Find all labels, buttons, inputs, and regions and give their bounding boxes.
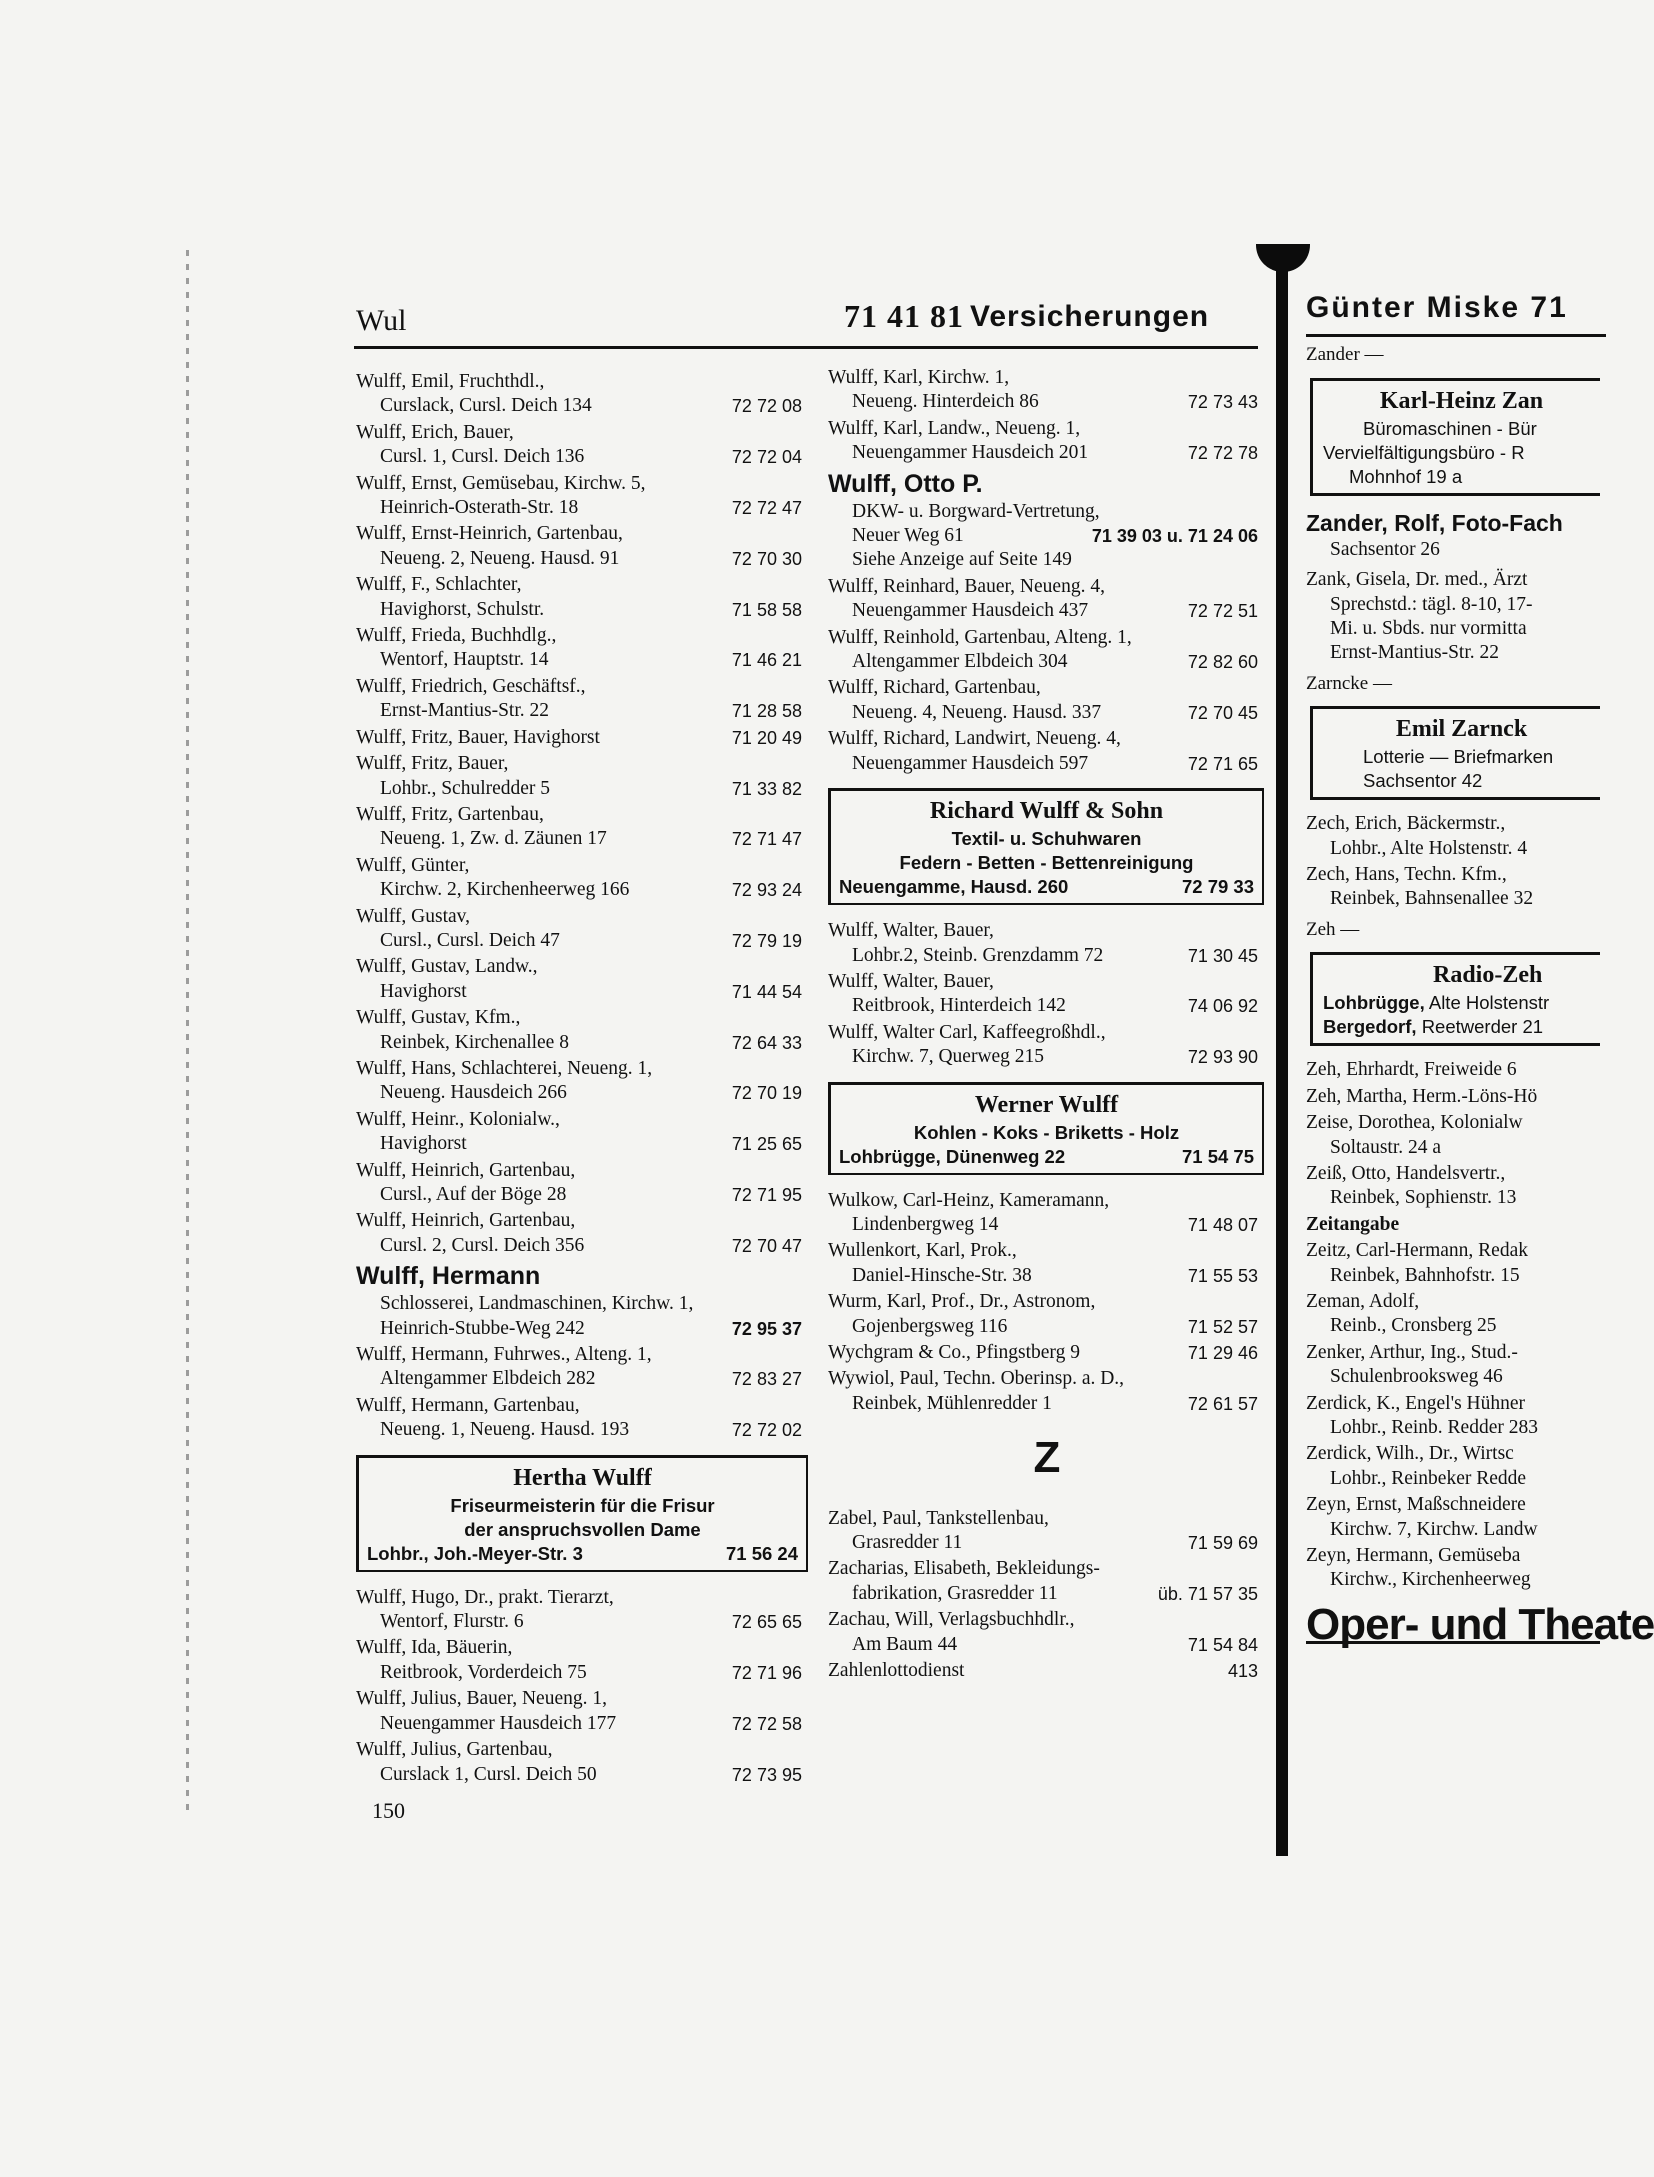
listing-name: Wulff, Ida, Bäuerin,: [356, 1637, 513, 1659]
listing-line: Heinrich-Stubbe-Weg 242: [380, 1317, 585, 1339]
listing-entry: [356, 854, 810, 903]
listing-name: Wulff, Erich, Bauer,: [356, 421, 514, 443]
listing-phone: üb. 71 57 35: [1157, 1583, 1258, 1604]
listing-entry: [356, 370, 810, 419]
listing-name: Wulff, Hermann, Fuhrwes., Alteng. 1,: [356, 1344, 652, 1366]
header-phone-number: 71 41 81: [844, 298, 964, 334]
listing-line: Ernst-Mantius-Str. 22: [380, 700, 549, 722]
listing-entry: [828, 970, 1266, 1019]
listing-name: Wulff, Richard, Gartenbau,: [828, 677, 1041, 699]
listing-phone: 71 52 57: [1187, 1316, 1258, 1337]
listing-name: Zeh, Ehrhardt, Freiweide 6: [1306, 1059, 1517, 1081]
listing-name: Zabel, Paul, Tankstellenbau,: [828, 1507, 1049, 1529]
listing-line: Lohbr.2, Steinb. Grenzdamm 72: [852, 944, 1104, 966]
listing-entry: [828, 1290, 1266, 1339]
ad-address: Neuengamme, Hausd. 260: [839, 876, 1069, 898]
listing-phone: 72 72 08: [731, 396, 802, 417]
listing-phone: 71 44 54: [731, 981, 802, 1002]
listing-phone: 72 83 27: [731, 1369, 802, 1390]
listing-line: Kirchw. 7, Querweg 215: [852, 1046, 1045, 1068]
ad-address: Reetwerder 21: [1421, 1016, 1544, 1038]
listing-line: Schulenbrooksweg 46: [1330, 1366, 1503, 1388]
ad-line: Büromaschinen - Bür: [1363, 417, 1537, 439]
listing-phone: 72 72 02: [731, 1420, 802, 1441]
scan-edge: [186, 250, 189, 1810]
listing-name: Zeman, Adolf,: [1306, 1290, 1420, 1312]
listing-entry: [356, 1394, 810, 1443]
listing-name: Wulff, Walter Carl, Kaffeegroßhdl.,: [828, 1021, 1106, 1043]
listing-line: Kirchw. 7, Kirchw. Landw: [1330, 1518, 1538, 1540]
ad-phone: 71 54 75: [1181, 1145, 1254, 1167]
listing-phone: 72 64 33: [731, 1032, 802, 1053]
binding-gutter: [1276, 244, 1288, 1856]
listing-phone: 71 20 49: [731, 727, 802, 748]
listing-line: Am Baum 44: [852, 1633, 958, 1655]
listing-line: Neuengammer Hausdeich 177: [380, 1712, 617, 1734]
ad-title: Richard Wulff & Sohn: [929, 798, 1164, 825]
listing-phone: 72 70 19: [731, 1083, 802, 1104]
listing-entry: [1306, 1341, 1600, 1390]
listing-line: Reitbrook, Hinterdeich 142: [852, 995, 1066, 1017]
listing-line: Neueng. 4, Neueng. Hausd. 337: [852, 701, 1102, 723]
listing-entry: [356, 1687, 810, 1736]
listing-name: Wulff, Walter, Bauer,: [828, 970, 994, 992]
listing-name: Wulff, F., Schlachter,: [356, 574, 522, 596]
cross-reference: Zarncke —: [1306, 672, 1392, 694]
listing-entry: [356, 1057, 810, 1106]
listing-phone: 72 65 65: [731, 1612, 802, 1633]
listing-name: Wulff, Hugo, Dr., prakt. Tierarzt,: [356, 1586, 614, 1608]
listing-phone: 72 82 60: [1187, 652, 1258, 673]
listing-name: Wulff, Gustav, Landw.,: [356, 956, 538, 978]
listing-entry: [828, 1507, 1266, 1556]
listing-line: Reinbek, Bahnsenallee 32: [1330, 888, 1534, 910]
listing-phone: 72 71 96: [731, 1662, 802, 1683]
listing-phone: 72 71 47: [731, 829, 802, 850]
ad-line: Textil- u. Schuhwaren: [951, 828, 1142, 850]
listing-line: Cursl. 1, Cursl. Deich 136: [380, 446, 585, 468]
listing-entry: [1306, 1442, 1600, 1491]
listing-entry: [828, 1659, 1266, 1683]
listing-name: Zeitz, Carl-Hermann, Redak: [1306, 1240, 1528, 1262]
listing-name: Zander, Rolf, Foto-Fach: [1306, 509, 1563, 536]
listing-entry: [828, 1021, 1266, 1070]
ad-address: Lohbrügge, Dünenweg 22: [839, 1145, 1066, 1167]
listing-phone: 71 59 69: [1187, 1533, 1258, 1553]
column-3: [1306, 291, 1654, 1649]
ad-address: Lohbr., Joh.-Meyer-Str. 3: [367, 1542, 583, 1564]
listing-name: Wulff, Julius, Bauer, Neueng. 1,: [356, 1688, 607, 1710]
listing-name: Zachau, Will, Verlagsbuchhdlr.,: [828, 1609, 1075, 1631]
listing-name: Wulff, Reinhold, Gartenbau, Alteng. 1,: [828, 626, 1132, 648]
listing-phone: 71 58 58: [731, 599, 802, 620]
ad-line: Kohlen - Koks - Briketts - Holz: [913, 1121, 1180, 1143]
running-head: Wul: [356, 304, 407, 337]
ad-box-werner-wulff: [828, 1082, 1264, 1175]
listing-phone: 71 39 03 u. 71 24 06: [1091, 526, 1258, 547]
listing-line: Havighorst: [380, 1133, 467, 1155]
listing-phone: 72 95 37: [731, 1318, 802, 1339]
listing-name: Wulff, Günter,: [356, 854, 470, 876]
listing-name: Wulff, Fritz, Bauer, Havighorst: [356, 726, 600, 748]
ad-line: Sachsentor 42: [1363, 770, 1483, 792]
listing-name: Wulff, Walter, Bauer,: [828, 920, 994, 942]
listing-phone: 71 25 65: [731, 1134, 802, 1155]
listing-line: Neuengammer Hausdeich 597: [852, 752, 1089, 774]
listing-name: Wulff, Friedrich, Geschäftsf.,: [356, 675, 586, 697]
listing-phone: 72 73 43: [1187, 392, 1258, 413]
listing-phone: 413: [1227, 1661, 1258, 1682]
listing-name: Zeiß, Otto, Handelsvertr.,: [1306, 1162, 1506, 1184]
listing-phone: 72 61 57: [1187, 1393, 1258, 1414]
listing-line: Neueng. Hinterdeich 86: [852, 391, 1039, 413]
listing-name: Wulff, Heinrich, Gartenbau,: [356, 1210, 576, 1232]
listing-entry: [1306, 1392, 1600, 1441]
listing-entry: [356, 1159, 810, 1208]
ad-address: Alte Holstenstr: [1428, 992, 1550, 1014]
listing-line: Cursl., Cursl. Deich 47: [380, 929, 560, 951]
listing-name: Wulff, Hans, Schlachterei, Neueng. 1,: [356, 1057, 653, 1079]
listing-phone: 72 70 47: [731, 1235, 802, 1256]
listing-entry: [1306, 1058, 1600, 1082]
ad-line: Friseurmeisterin für die Frisur: [450, 1494, 715, 1516]
listing-zank: [1306, 568, 1600, 666]
listing-name: Zeyn, Hermann, Gemüseba: [1306, 1545, 1521, 1566]
listing-name: Wulff, Heinr., Kolonialw.,: [356, 1108, 560, 1130]
listing-name: Wulff, Gustav, Kfm.,: [356, 1007, 521, 1029]
listing-phone: 72 72 51: [1187, 601, 1258, 622]
column-1: [356, 370, 810, 1789]
listing-line: Sachsentor 26: [1330, 538, 1440, 560]
listing-entry: [1306, 1290, 1600, 1339]
listing-name: Zacharias, Elisabeth, Bekleidungs-: [828, 1558, 1100, 1580]
listing-line: Kirchw., Kirchenheerweg: [1330, 1569, 1531, 1591]
listing-name: Wulff, Heinrich, Gartenbau,: [356, 1159, 576, 1181]
listing-entry: [356, 1343, 810, 1392]
listing-name: Wulff, Fritz, Gartenbau,: [356, 803, 544, 825]
listing-name: Zahlenlottodienst: [828, 1660, 965, 1682]
listing-phone: 72 70 45: [1187, 702, 1258, 723]
listing-name: Zeise, Dorothea, Kolonialw: [1306, 1112, 1523, 1134]
listing-line: Schlosserei, Landmaschinen, Kirchw. 1,: [380, 1293, 694, 1315]
listing-line: Sprechstd.: tägl. 8-10, 17-: [1330, 593, 1533, 615]
listing-name: Wulff, Ernst, Gemüsebau, Kirchw. 5,: [356, 472, 646, 494]
ad-line: Mohnhof 19 a: [1349, 465, 1463, 487]
listing-entry: [828, 727, 1266, 776]
listing-phone: 72 71 95: [731, 1185, 802, 1205]
listing-entry: [828, 417, 1266, 466]
listing-phone: 72 72 04: [731, 447, 802, 468]
listing-entry: [356, 803, 810, 852]
listing-name: Wulff, Hermann, Gartenbau,: [356, 1394, 580, 1416]
listing-phone: 71 30 45: [1187, 945, 1258, 966]
listing-line: Reinbek, Bahnhofstr. 15: [1330, 1264, 1520, 1286]
listing-zech-erich: [1306, 812, 1600, 861]
listing-name: Zenker, Arthur, Ing., Stud.-: [1306, 1341, 1518, 1363]
listing-phone: 72 70 30: [731, 548, 802, 569]
listing-entry: [356, 421, 810, 470]
listing-entry: [828, 366, 1266, 415]
listing-line: Neueng. Hausdeich 266: [380, 1082, 567, 1104]
listing-entry: [356, 955, 810, 1004]
cross-reference: Zander —: [1306, 344, 1384, 366]
listing-phone: 71 55 53: [1187, 1265, 1258, 1286]
listing-entry: [828, 676, 1266, 725]
listing-name: Wulff, Karl, Landw., Neueng. 1,: [828, 417, 1081, 439]
listing-line: Reinbek, Sophienstr. 13: [1330, 1187, 1517, 1209]
listing-line: Siehe Anzeige auf Seite 149: [852, 549, 1072, 571]
listing-entry: [356, 726, 810, 750]
listing-line: Neueng. 1, Zw. d. Zäunen 17: [380, 828, 607, 850]
listing-entry: [1306, 1111, 1600, 1160]
ad-box-emil-zarncke: [1310, 706, 1600, 800]
listing-phone: 72 72 58: [731, 1713, 802, 1734]
listing-entry: [356, 1108, 810, 1157]
listing-phone: 72 93 90: [1187, 1047, 1258, 1068]
listing-name: Wulff, Reinhard, Bauer, Neueng. 4,: [828, 575, 1105, 597]
listing-line: Zech, Hans, Techn. Kfm.,: [1306, 864, 1507, 886]
listing-entry: [356, 905, 810, 954]
column-2: [828, 366, 1266, 1685]
listing-line: Curslack, Cursl. Deich 134: [380, 395, 592, 417]
listing-entry: [828, 626, 1266, 675]
listing-phone: 72 72 78: [1187, 443, 1258, 464]
listing-name: Zerdick, K., Engel's Hühner: [1306, 1392, 1526, 1414]
listing-entry: [356, 1738, 810, 1787]
listing-line: Curslack 1, Cursl. Deich 50: [380, 1763, 597, 1785]
listing-line: Neueng. 2, Neueng. Hausd. 91: [380, 547, 620, 569]
listing-name: Wulff, Ernst-Heinrich, Gartenbau,: [356, 523, 623, 545]
listing-entry: [356, 1209, 810, 1258]
listing-name: Wulff, Emil, Fruchthdl.,: [356, 371, 545, 392]
listing-line: Reinbek, Kirchenallee 8: [380, 1031, 569, 1053]
ad-line: Federn - Betten - Bettenreinigung: [899, 852, 1194, 874]
listing-phone: 72 72 47: [731, 498, 802, 519]
ad-box-richard-wulff: [828, 788, 1264, 905]
listing-name: Wullenkort, Karl, Prok.,: [828, 1240, 1017, 1262]
listing-name: Zeitangabe: [1306, 1213, 1400, 1235]
listing-line: Zank, Gisela, Dr. med., Ärzt: [1306, 569, 1528, 591]
listing-entry: [356, 573, 810, 622]
listing-name: Wychgram & Co., Pfingstberg 9: [828, 1341, 1080, 1363]
listing-line: Neuengammer Hausdeich 437: [852, 600, 1089, 622]
listing-phone: 72 71 65: [1187, 753, 1258, 774]
listing-line: Mi. u. Sbds. nur vormitta: [1330, 618, 1527, 640]
listing-entry: [356, 675, 810, 724]
listing-entry: [1306, 1213, 1600, 1237]
ad-box-karl-heinz: [1310, 378, 1600, 496]
listing-name: Wurm, Karl, Prof., Dr., Astronom,: [828, 1291, 1096, 1313]
listing-line: Neueng. 1, Neueng. Hausd. 193: [380, 1419, 630, 1441]
listing-entry: [828, 1189, 1266, 1238]
listing-phone: 72 79 19: [731, 930, 802, 951]
listing-line: Lindenbergweg 14: [852, 1213, 999, 1235]
listing-entry: [1306, 1544, 1600, 1593]
listing-name: Wulff, Julius, Gartenbau,: [356, 1739, 553, 1761]
listing-phone: 71 54 84: [1187, 1634, 1258, 1655]
listing-line: Wentorf, Flurstr. 6: [380, 1611, 524, 1633]
listing-phone: 71 33 82: [731, 778, 802, 799]
listing-entry: [356, 522, 810, 571]
listing-zech-hans: [1306, 863, 1600, 912]
listing-line: Lohbr., Reinbeker Redde: [1330, 1467, 1527, 1489]
listing-line: Altengammer Elbdeich 282: [380, 1368, 596, 1390]
listing-line: Cursl., Auf der Böge 28: [380, 1184, 567, 1205]
listing-line: Lohbr., Schulredder 5: [380, 777, 551, 799]
listing-entry: [356, 1636, 810, 1685]
listing-name: Zeh, Martha, Herm.-Löns-Hö: [1306, 1085, 1538, 1107]
listing-name: Wywiol, Paul, Techn. Oberinsp. a. D.,: [828, 1368, 1125, 1390]
listing-name: Wulff, Karl, Kirchw. 1,: [828, 367, 1010, 388]
ad-title: Radio-Zeh: [1433, 962, 1543, 989]
divider: [1306, 334, 1606, 337]
listing-line: Ernst-Mantius-Str. 22: [1330, 642, 1499, 664]
listing-entry: [828, 1608, 1266, 1657]
ad-line: Vervielfältigungsbüro - R: [1323, 441, 1525, 463]
ad-phone: 72 79 33: [1181, 876, 1254, 898]
listing-entry: [1306, 1493, 1600, 1542]
listing-line: Kirchw. 2, Kirchenheerweg 166: [380, 879, 630, 901]
ad-title: Karl-Heinz Zan: [1379, 387, 1544, 414]
listing-entry: [828, 1341, 1266, 1365]
listing-name: Wulkow, Carl-Heinz, Kameramann,: [828, 1189, 1110, 1211]
page-header: [354, 296, 1258, 349]
listing-entry: [828, 1239, 1266, 1288]
listing-name: Wulff, Fritz, Bauer,: [356, 753, 509, 775]
listing-line: Havighorst, Schulstr.: [380, 598, 545, 620]
listing-phone: 71 46 21: [731, 650, 802, 671]
listing-line: Heinrich-Osterath-Str. 18: [380, 497, 579, 519]
theatre-banner: Oper- und Theate: [1306, 1599, 1654, 1649]
listing-phone: 72 93 24: [731, 880, 802, 901]
listing-entry: [828, 575, 1266, 624]
listing-line: Wentorf, Hauptstr. 14: [380, 649, 549, 671]
listing-entry: [1306, 1085, 1600, 1109]
page-number: 150: [372, 1798, 405, 1823]
listing-hermann: [356, 1260, 810, 1341]
listing-phone: 72 73 95: [731, 1764, 802, 1785]
listing-line: Gojenbergsweg 116: [852, 1315, 1008, 1337]
listing-name: Wulff, Frieda, Buchhdlg.,: [356, 625, 557, 647]
listing-name: Wulff, Gustav,: [356, 905, 471, 927]
listing-line: Altengammer Elbdeich 304: [852, 651, 1068, 673]
section-letter: Z: [1033, 1433, 1061, 1483]
listing-name: Zerdick, Wilh., Dr., Wirtsc: [1306, 1443, 1514, 1465]
column3-header: Günter Miske 71: [1306, 291, 1568, 324]
listing-otto: [828, 468, 1266, 573]
listing-entry: [356, 752, 810, 801]
listing-name: Wulff, Hermann: [356, 1262, 541, 1291]
listing-line: Lohbr., Alte Holstenstr. 4: [1330, 837, 1528, 859]
listing-entry: [1306, 1239, 1600, 1288]
listing-phone: 71 29 46: [1187, 1342, 1258, 1363]
listing-name: Zeyn, Ernst, Maßschneidere: [1306, 1494, 1526, 1516]
listing-line: Lohbr., Reinb. Redder 283: [1330, 1416, 1538, 1438]
ad-title: Hertha Wulff: [513, 1464, 652, 1491]
listing-line: Grasredder 11: [852, 1532, 963, 1553]
listing-line: fabrikation, Grasredder 11: [852, 1582, 1058, 1604]
listing-line: Reinb., Cronsberg 25: [1330, 1315, 1497, 1337]
ad-phone: 71 56 24: [725, 1542, 798, 1564]
header-title: Versicherungen: [970, 300, 1210, 333]
listing-phone: 71 48 07: [1187, 1214, 1258, 1235]
listing-entry: [356, 624, 810, 673]
ad-title: Werner Wulff: [974, 1091, 1119, 1118]
listing-phone: 74 06 92: [1187, 996, 1258, 1017]
listing-line: Soltaustr. 24 a: [1330, 1136, 1442, 1158]
listing-line: Reitbrook, Vorderdeich 75: [380, 1661, 587, 1683]
listing-line: Neuengammer Hausdeich 201: [852, 442, 1089, 464]
ad-box-hertha-wulff: [356, 1455, 808, 1572]
listing-phone: 71 28 58: [731, 701, 802, 722]
listing-line: Neuer Weg 61: [852, 525, 964, 547]
listing-entry: [828, 919, 1266, 968]
listing-line: DKW- u. Borgward-Vertretung,: [852, 500, 1100, 522]
listing-line: Havighorst: [380, 980, 467, 1002]
listing-entry: [828, 1557, 1266, 1606]
listing-line: Reinbek, Mühlenredder 1: [852, 1392, 1052, 1414]
listing-entry: [828, 1367, 1266, 1416]
ad-line: der anspruchsvollen Dame: [464, 1518, 701, 1540]
listing-name: Wulff, Otto P.: [828, 469, 983, 498]
listing-name: Wulff, Richard, Landwirt, Neueng. 4,: [828, 728, 1121, 750]
ad-title: Emil Zarnck: [1395, 716, 1528, 743]
listing-entry: [356, 1006, 810, 1055]
cross-reference: Zeh —: [1306, 918, 1360, 940]
listing-line: Zech, Erich, Bäckermstr.,: [1306, 813, 1506, 835]
listing-entry: [356, 1586, 810, 1635]
ad-line: Lotterie — Briefmarken: [1363, 746, 1554, 768]
ad-place: Lohbrügge,: [1323, 992, 1425, 1014]
listing-entry: [1306, 1162, 1600, 1211]
listing-line: Daniel-Hinsche-Str. 38: [852, 1264, 1032, 1286]
ad-place: Bergedorf,: [1323, 1016, 1417, 1038]
listing-line: Cursl. 2, Cursl. Deich 356: [380, 1234, 585, 1256]
ad-box-radio-zeh: [1310, 952, 1600, 1046]
listing-entry: [356, 472, 810, 521]
